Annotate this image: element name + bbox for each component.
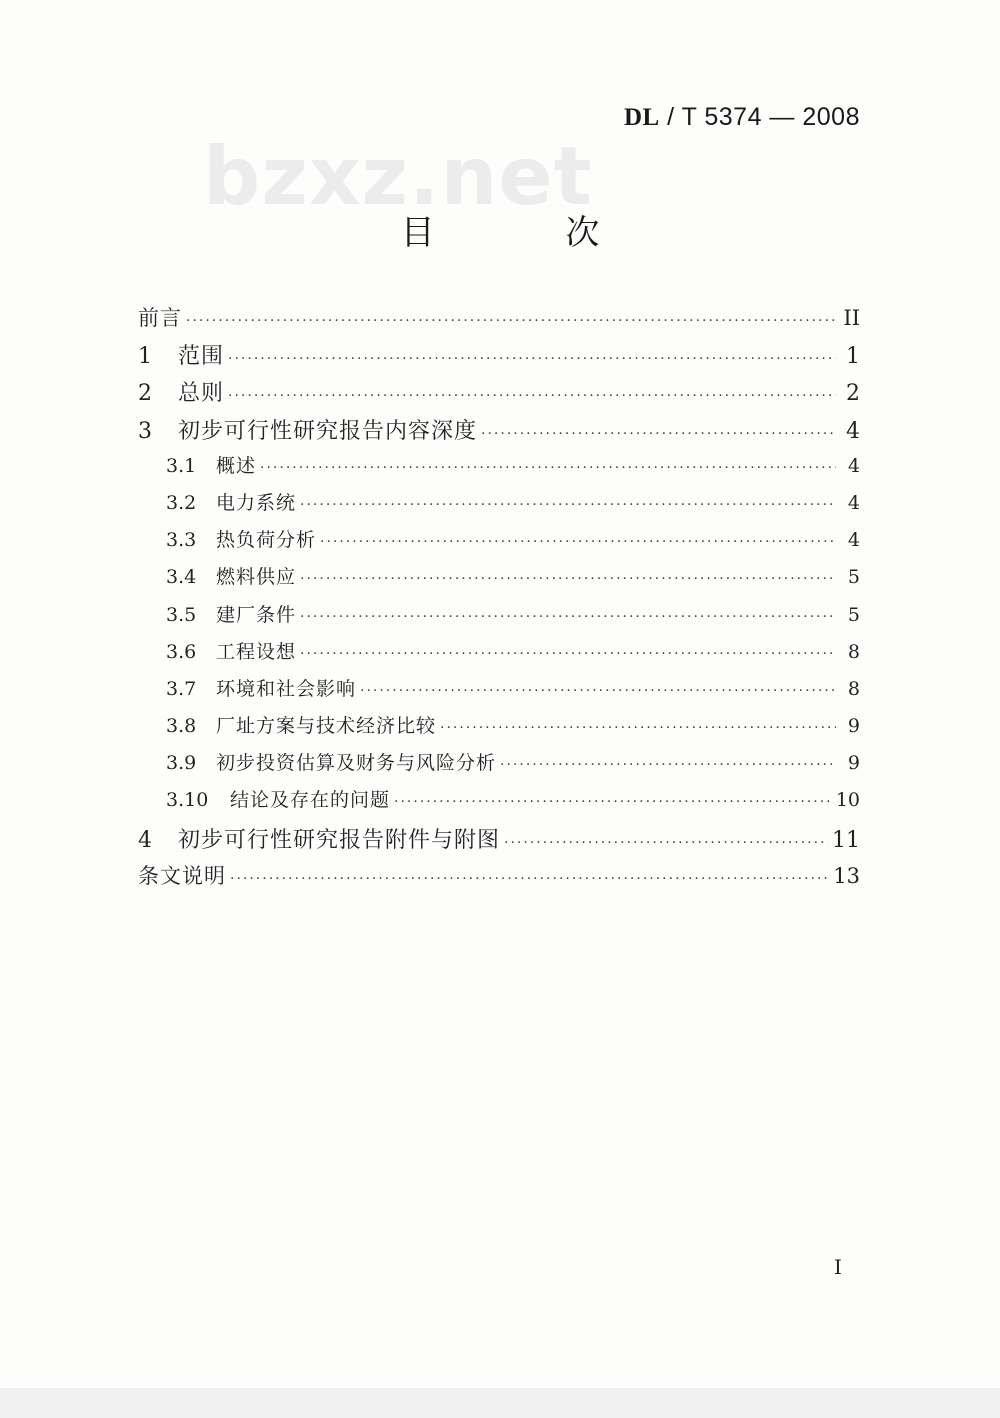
toc-entry-label: 初步投资估算及财务与风险分析 [216,752,497,775]
toc-leader-dots [228,388,836,404]
toc-entry-label: 环境和社会影响 [216,677,357,700]
toc-leader-dots [260,460,836,476]
toc-entry-3-9[interactable] [138,748,860,785]
toc-leader-dots [500,757,836,773]
toc-leader-dots [394,794,832,810]
page-number: I [834,1255,842,1279]
toc-entry-page: 8 [847,677,860,700]
toc-entry-number: 3.10 [166,789,209,812]
toc-entry-1[interactable] [138,339,860,376]
toc-entry-label: 初步可行性研究报告附件与附图 [178,827,501,853]
toc-entry-label: 初步可行性研究报告内容深度 [178,418,478,444]
toc-entry-number: 3.4 [166,566,197,589]
toc-entry-label: 电力系统 [216,491,297,514]
toc-entry-3-7[interactable] [138,674,860,711]
toc-entry-label: 概述 [216,454,257,477]
toc-entry-label: 条文说明 [138,863,226,888]
toc-entry-page: 9 [847,715,860,738]
toc-entry-3-3[interactable] [138,525,860,562]
toc-leader-dots [481,426,836,442]
watermark: bzxz.net [203,130,593,223]
toc-leader-dots [440,720,836,736]
toc-leader-dots [320,534,836,550]
toc-entry-3-1[interactable] [138,451,860,488]
standard-prefix: DL [623,104,660,131]
toc-entry-number: 3.7 [166,677,197,700]
toc-entry-number: 3.2 [166,491,197,514]
toc-entry-3-2[interactable] [138,488,860,525]
toc-entry-page: 5 [847,603,860,626]
toc-entry-3-4[interactable] [138,562,860,599]
toc-entry-page: II [843,306,860,330]
toc-entry-page: 5 [847,566,860,589]
toc-entry-page: 4 [846,418,860,444]
toc-entry-3-6[interactable] [138,637,860,674]
toc-entry-number: 2 [138,381,152,407]
toc-entry-page: 13 [833,863,860,888]
toc-entry-number: 3.3 [166,529,197,552]
toc-leader-dots [360,683,836,699]
toc-entry-number: 3.8 [166,715,197,738]
toc-entry-label: 厂址方案与技术经济比较 [216,715,437,738]
toc-entry-page: 2 [846,381,860,407]
standard-number: / T 5374 — 2008 [659,103,860,131]
toc-entry-4[interactable] [138,823,860,860]
toc-entry-3-8[interactable] [138,711,860,748]
toc-leader-dots [300,571,836,587]
toc-leader-dots [300,609,836,625]
toc-entry-page: 9 [847,752,860,775]
toc-entry-label: 热负荷分析 [216,529,317,552]
toc-entry-explanation[interactable] [138,860,860,897]
toc-entry-page: 1 [846,344,860,370]
toc-entry-label: 总则 [178,381,225,407]
toc-entry-label: 工程设想 [216,640,297,663]
toc-entry-foreword[interactable] [138,302,860,339]
standard-code [624,103,860,132]
toc-entry-number: 3.5 [166,603,197,626]
toc-entry-3-10[interactable] [138,785,860,822]
toc-entry-number: 4 [138,827,152,853]
toc-entry-number: 3.1 [166,454,197,477]
toc-entry-page: 4 [847,454,860,477]
toc-entry-label: 前言 [138,306,182,330]
toc-entry-3[interactable] [138,414,860,451]
toc-entry-label: 建厂条件 [216,603,297,626]
toc-entry-label: 范围 [178,344,225,370]
toc-entry-number: 3.9 [166,752,197,775]
toc-entry-2[interactable] [138,376,860,413]
toc-entry-label: 燃料供应 [216,566,297,589]
toc-entry-page: 4 [847,529,860,552]
page-bottom-edge [0,1388,1000,1418]
toc-entry-page: 8 [847,640,860,663]
toc-leader-dots [300,497,836,513]
toc-leader-dots [300,646,836,662]
toc-entry-page: 10 [835,789,860,812]
toc-leader-dots [230,871,829,887]
toc-entry-number: 3 [138,418,152,444]
toc-entry-3-5[interactable] [138,600,860,637]
page-title: 目 次 [400,213,660,253]
toc-entry-number: 1 [138,344,152,370]
toc-leader-dots [228,351,836,367]
toc-entry-page: 11 [832,827,860,853]
toc-leader-dots [186,313,836,329]
table-of-contents [138,302,860,897]
toc-entry-page: 4 [847,491,860,514]
toc-leader-dots [504,835,828,851]
toc-entry-number: 3.6 [166,640,197,663]
toc-entry-label: 结论及存在的问题 [230,789,391,812]
